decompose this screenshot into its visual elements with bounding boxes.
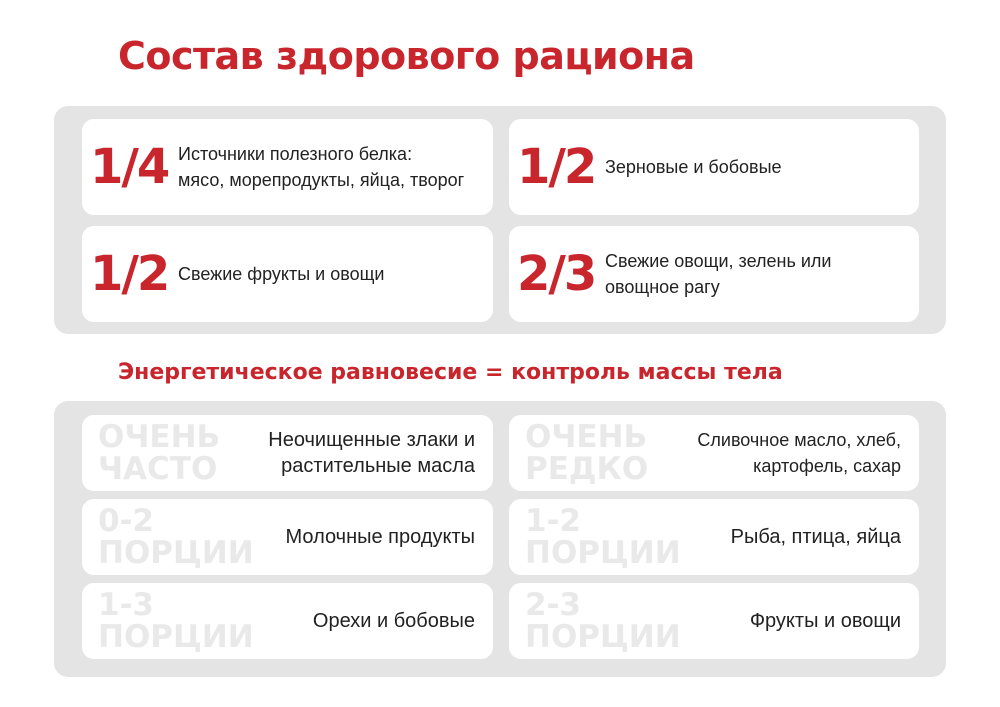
frequency-card-dairy — [82, 499, 493, 575]
frequency-label: ОЧЕНЬ РЕДКО — [525, 419, 649, 487]
frequency-food: Рыба, птица, яйца — [730, 526, 901, 548]
portion-text: Свежие фрукты и овощи — [178, 264, 385, 284]
frequency-food: Молочные продукты — [285, 526, 475, 548]
frequency-card-nuts — [82, 583, 493, 659]
portion-fraction: 2/3 — [517, 246, 596, 302]
frequency-label: 2-3 ПОРЦИИ — [525, 587, 681, 655]
portion-card-fruits — [82, 226, 493, 322]
portions-panel — [54, 106, 946, 334]
portion-text: Источники полезного белка: мясо, морепродукты, яйца, творог — [178, 144, 465, 190]
portion-card-vegetables — [509, 226, 919, 322]
frequency-card-grains — [82, 415, 493, 491]
section-subtitle: Энергетическое равновесие = контроль массы тела — [118, 360, 783, 385]
portion-card-grains — [509, 119, 919, 215]
portion-fraction: 1/2 — [517, 139, 596, 195]
page-title: Состав здорового рациона — [118, 34, 695, 78]
frequency-card-fruits — [509, 583, 919, 659]
portion-fraction: 1/4 — [90, 139, 169, 195]
frequency-food: Орехи и бобовые — [312, 610, 475, 632]
portion-text: Свежие овощи, зелень или овощное рагу — [605, 251, 832, 297]
portion-card-protein — [82, 119, 493, 215]
portion-text: Зерновые и бобовые — [605, 157, 782, 177]
frequency-food: Неочищенные злаки и растительные масла — [268, 429, 475, 477]
frequency-card-butter — [509, 415, 919, 491]
portion-fraction: 1/2 — [90, 246, 169, 302]
frequency-label: 1-3 ПОРЦИИ — [98, 587, 254, 655]
frequency-label: 1-2 ПОРЦИИ — [525, 503, 681, 571]
frequency-label: 0-2 ПОРЦИИ — [98, 503, 254, 571]
frequency-panel — [54, 401, 946, 677]
frequency-label: ОЧЕНЬ ЧАСТО — [98, 419, 221, 487]
frequency-card-fish — [509, 499, 919, 575]
frequency-food: Сливочное масло, хлеб, картофель, сахар — [697, 430, 901, 476]
frequency-food: Фрукты и овощи — [749, 610, 901, 632]
